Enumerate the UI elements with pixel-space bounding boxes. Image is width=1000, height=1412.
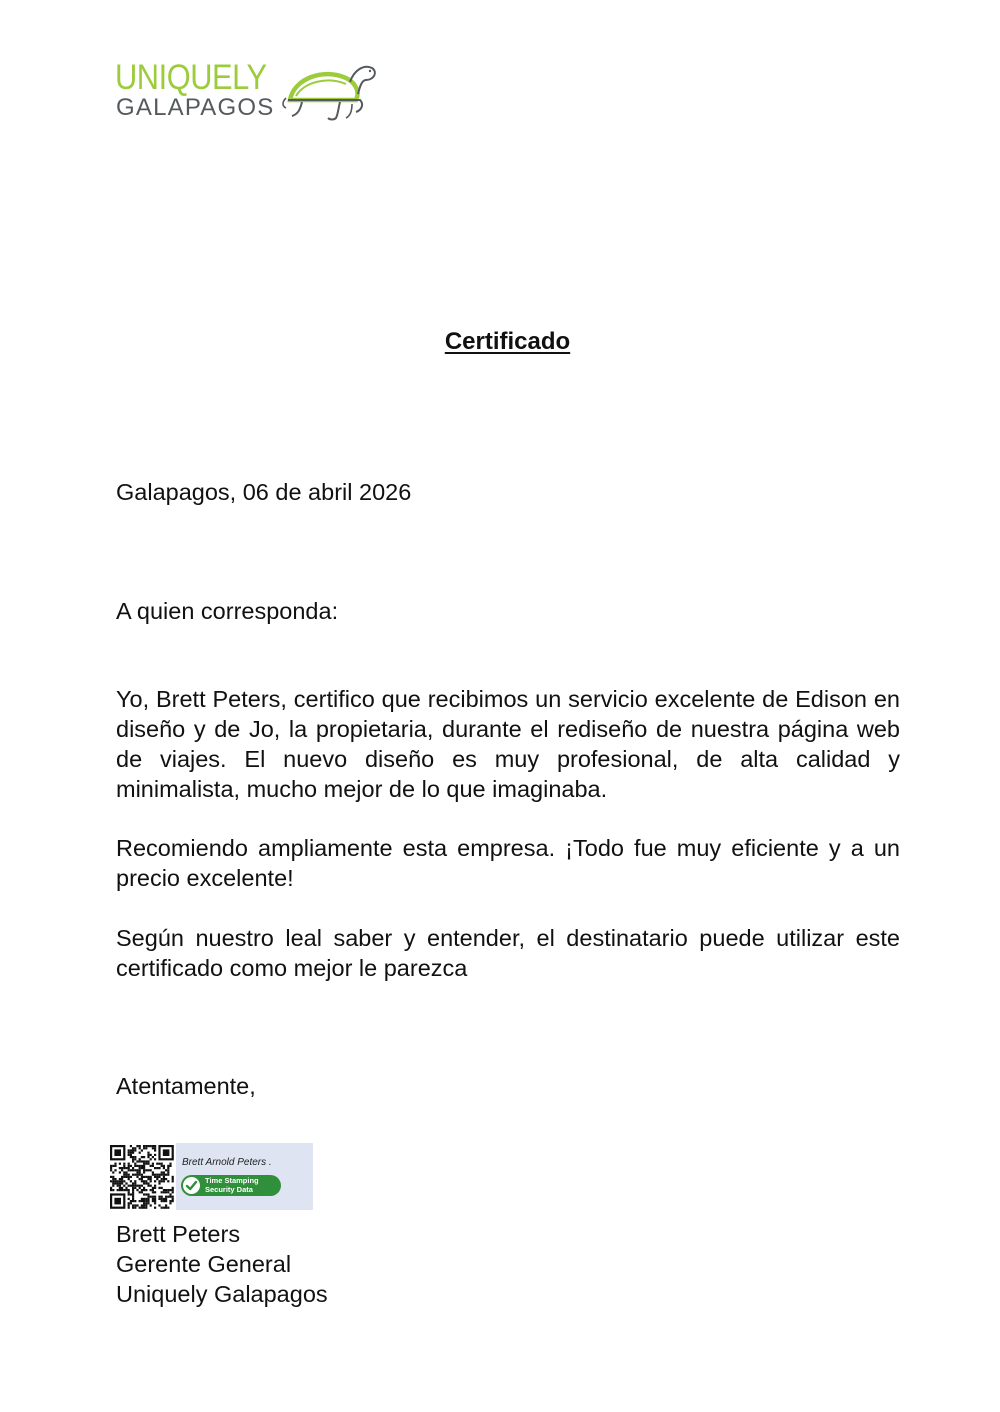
electronic-signature-stamp bbox=[108, 1143, 313, 1210]
date-line: Galapagos, 06 de abril 2026 bbox=[116, 479, 412, 505]
company-logo bbox=[112, 56, 382, 128]
badge-text bbox=[205, 1177, 259, 1194]
body-paragraph-3: Según nuestro leal saber y entender, el destinatario puede utilizar este certificado como mejor le parezca bbox=[116, 925, 900, 981]
time-stamping-badge bbox=[181, 1175, 281, 1196]
qr-code-icon bbox=[108, 1143, 176, 1210]
signatory-name: Brett Peters bbox=[116, 1221, 241, 1247]
signature-panel bbox=[176, 1143, 313, 1210]
signatory-role: Gerente General bbox=[116, 1251, 292, 1277]
body-paragraph-2: Recomiendo ampliamente esta empresa. ¡Todo fue muy eficiente y a un precio excelente! bbox=[116, 835, 900, 891]
salutation: A quien corresponda: bbox=[116, 598, 339, 624]
logo-word-uniquely: UNIQUELY bbox=[115, 58, 267, 97]
turtle-icon bbox=[280, 56, 380, 126]
badge-line-1: Time Stamping bbox=[205, 1176, 259, 1185]
logo-word-galapagos: GALAPAGOS bbox=[116, 94, 275, 121]
check-icon bbox=[183, 1177, 200, 1194]
page-title: Certificado bbox=[444, 328, 571, 355]
badge-line-2: Security Data bbox=[205, 1184, 253, 1194]
closing: Atentamente, bbox=[116, 1073, 256, 1099]
signatory-company: Uniquely Galapagos bbox=[116, 1281, 328, 1307]
signer-name: Brett Arnold Peters . bbox=[182, 1157, 272, 1168]
body-paragraph-1: Yo, Brett Peters, certifico que recibimos un servicio excelente de Edison en diseño y de Jo, la propietaria, durante el rediseño de nuestra página web de viajes. El nuevo diseño es muy profesional, de alta calidad y minimalista, mucho mejor de lo que imaginaba. bbox=[116, 686, 900, 802]
